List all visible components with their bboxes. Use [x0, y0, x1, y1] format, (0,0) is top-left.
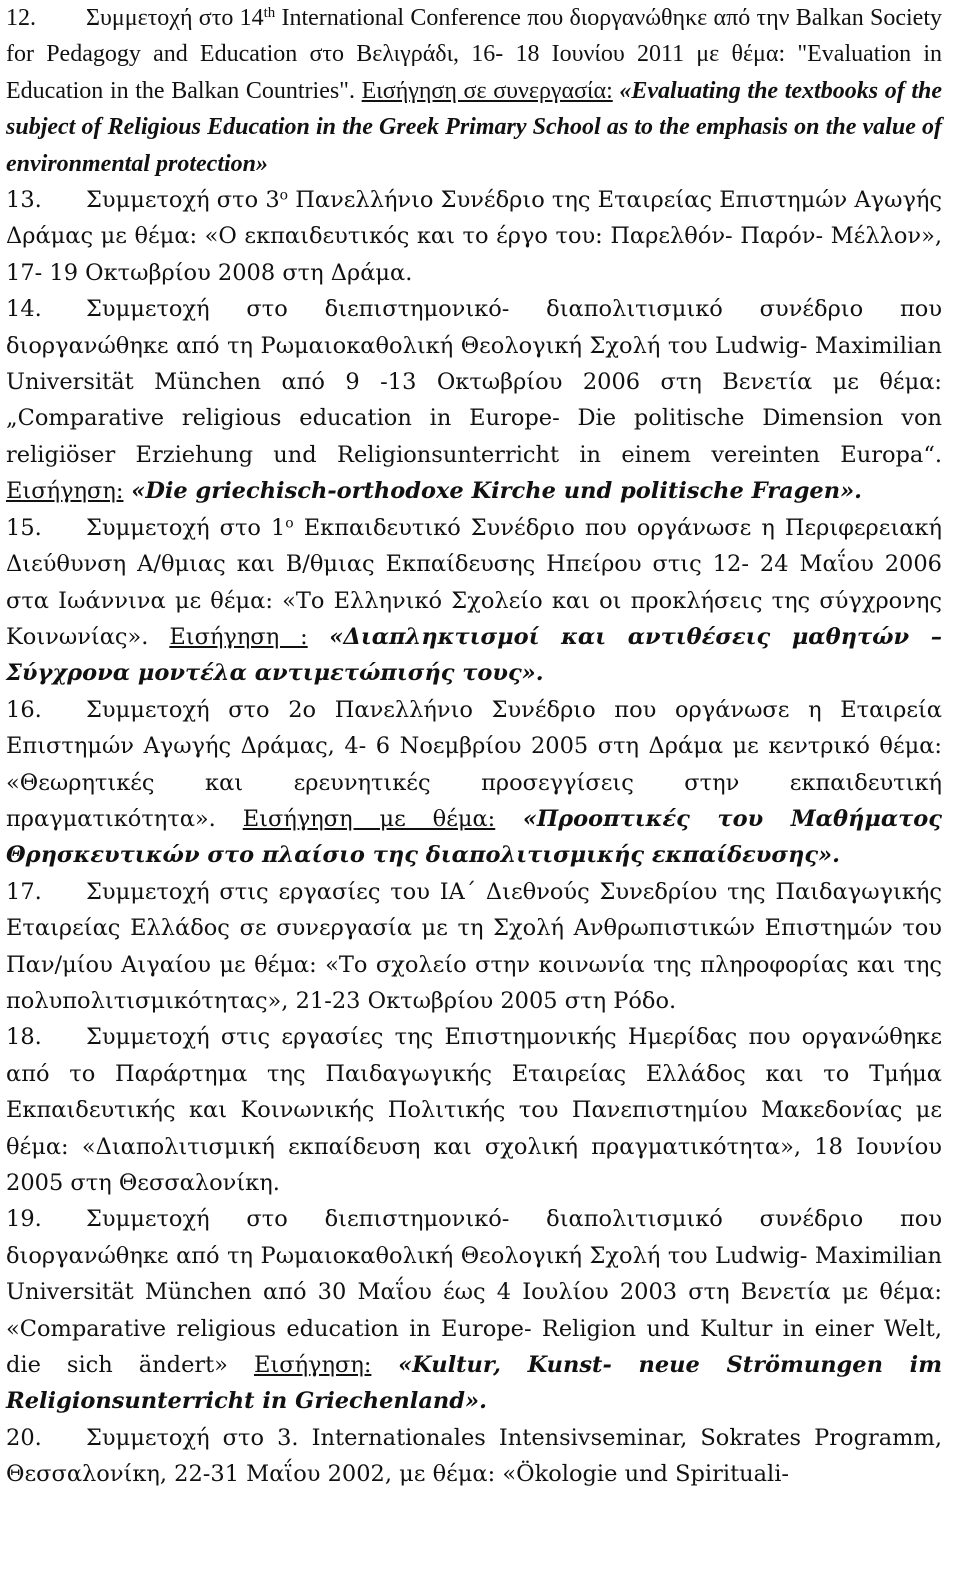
presentation-title: «Διαπληκτισμοί και αντιθέσεις μαθητών – Σύγχρονα μοντέλα αντιμετώπισής τους». [6, 623, 942, 687]
list-item [6, 692, 942, 874]
entry-text: Συμμετοχή στο 2ο Πανελλήνιο Συνέδριο που οργάνωσε η Εταιρεία Επιστημών Αγωγής Δράμας, 4- 6 Νοεμβρίου 2005 στη Δράμα με κεντρικό θέμα: «Θεωρητικές και ερευνητικές προσεγγίσεις στην εκπαιδευτική πραγματικότητα». [6, 696, 942, 832]
entry-number: 18. [6, 1024, 42, 1051]
entry-text: Συμμετοχή στις εργασίες της Επιστημονικής Ημερίδας που οργανώθηκε από το Παράρτημα της Παιδαγωγικής Εταιρείας Ελλάδος και το Τμήμα Εκπαιδευτικής και Κοινωνικής Πολιτικής του Πανεπιστημίου Μακεδονίας με θέμα: «Διαπολιτισμική εκπαίδευση και σχολική πραγματικότητα», 18 Ιουνίου 2005 στη Θεσσαλονίκη. [6, 1024, 942, 1196]
list-item [6, 182, 942, 291]
presentation-label: Εισήγηση: [253, 1352, 372, 1379]
entry-number: 17. [6, 878, 42, 905]
presentation-title: «Kultur, Kunst- neue Strömungen im Religionsunterricht in Griechenland». [6, 1352, 942, 1415]
entry-text: Συμμετοχή στο 14 [86, 5, 264, 31]
entry-number: 12. [6, 5, 36, 31]
entry-text: Πανελλήνιο Συνέδριο της Εταιρείας Επιστημών Αγωγής Δράμας με θέμα: «Ο εκπαιδευτικός και το έργο του: Παρελθόν- Παρόν- Μέλλον», 17- 19 Οκτωβρίου 2008 στη Δράμα. [6, 187, 942, 286]
list-item [6, 291, 942, 509]
entry-text: Συμμετοχή στο διεπιστημονικό- διαπολιτισμικό συνέδριο που διοργανώθηκε από τη Ρωμαιοκαθολική Θεολογική Σχολή του Ludwig- Maximilian Universität München από 9 -13 Οκτωβρίου 2006 στη Βενετία με θέμα: „Comparative religious education in Europe- Die politische Dimension von religiöser Erziehung und Religionsunterricht in einem vereinten Europa“. [6, 296, 942, 468]
entry-text: Συμμετοχή στο 3 [86, 187, 280, 214]
ordinal-superscript: th [263, 4, 276, 21]
list-item [6, 510, 942, 692]
list-item [6, 1019, 942, 1201]
presentation-label: Εισήγηση με θέμα: [242, 805, 496, 832]
entry-text: Συμμετοχή στο 3. Internationales Intensivseminar, Sokrates Programm, Θεσσαλονίκη, 22-31 Μαΐου 2002, με θέμα: «Ökologie und Spirituali- [6, 1424, 942, 1488]
presentation-label: Εισήγηση: [6, 478, 124, 505]
entry-number: 19. [6, 1206, 42, 1233]
list-item [6, 0, 942, 182]
presentation-title: «Προοπτικές του Μαθήματος Θρησκευτικών στο πλαίσιο της διαπολιτισμικής εκπαίδευσης». [6, 805, 942, 869]
presentation-label: Εισήγηση : [169, 623, 308, 650]
entry-text: Συμμετοχή στις εργασίες του ΙΑ΄ Διεθνούς Συνεδρίου της Παιδαγωγικής Εταιρείας Ελλάδος σε συνεργασία με τη Σχολή Ανθρωπιστικών Επιστημών του Παν/μίου Αιγαίου με θέμα: «Το σχολείο στην κοινωνία της πληροφορίας και της πολυπολιτισμικότητας», 21-23 Οκτωβρίου 2005 στη Ρόδο. [6, 878, 942, 1014]
entry-text: Εκπαιδευτικό Συνέδριο που οργάνωσε η Περιφερειακή Διεύθυνση Α/θμιας και Β/θμιας Εκπαίδευσης Ηπείρου στις 12- 24 Μαΐου 2006 στα Ιωάννινα με θέμα: «Το Ελληνικό Σχολείο και οι προκλήσεις της σύγχρονης Κοινωνίας». [6, 514, 943, 650]
entry-number: 20. [6, 1424, 42, 1451]
list-item [6, 1420, 942, 1493]
list-item [6, 874, 942, 1020]
presentation-title: «Evaluating the textbooks of the subject of Religious Education in the Greek Primary School as to the emphasis on the value of environmental protection» [6, 77, 943, 177]
presentation-title: «Die griechisch-orthodoxe Kirche und politische Fragen». [123, 478, 862, 505]
ordinal-superscript: ο [285, 515, 294, 532]
entry-number: 15. [6, 514, 42, 541]
entry-number: 16. [6, 696, 42, 723]
entry-text: Συμμετοχή στο διεπιστημονικό- διαπολιτισμικό συνέδριο που διοργανώθηκε από τη Ρωμαιοκαθολική Θεολογική Σχολή του Ludwig- Maximilian Universität München από 30 Μαΐου έως 4 Ιουλίου 2003 στη Βενετία με θέμα: «Comparative religious education in Europe- Religion und Kultur in einer Welt, die sich ändert» [6, 1206, 942, 1379]
entry-number: 14. [6, 296, 42, 323]
entry-text: Συμμετοχή στο 1 [86, 514, 286, 541]
ordinal-superscript: ο [279, 187, 289, 204]
list-item [6, 1201, 942, 1419]
entry-text: International Conference που διοργανώθηκε από την Balkan Society for Pedagogy and Education στο Βελιγράδι, 16- 18 Ιουνίου 2011 με θέμα: "Evaluation in Education in the Balkan Countries". [6, 5, 943, 104]
presentation-label: Εισήγηση σε συνεργασία: [361, 77, 613, 104]
entry-number: 13. [6, 187, 42, 214]
